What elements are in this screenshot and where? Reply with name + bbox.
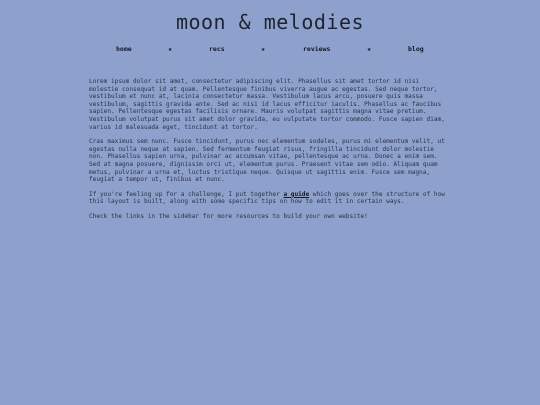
star-separator-icon: ★ <box>367 44 372 53</box>
nav-recs[interactable]: recs <box>209 45 225 53</box>
star-separator-icon: ★ <box>261 44 266 53</box>
paragraph-3-text-after: which goes over the structure of how this layout is built, along with some specific tips on how to edit it in certain ways. <box>89 190 445 206</box>
paragraph-1: Lorem ipsum dolor sit amet, consectetur adipiscing elit. Phasellus sit amet tortor id nisi molestie consequat id at quam. Pellentesque finibus viverra augue ac egestas. Sed neque tortor, vestibulum et nunc at, lacinia consectetur massa. Vestibulum lacus arcu, posuere quis massa vestibulum, sagittis gravida ante. Sed ac nisi id lacus efficitur iaculis. Phasellus ac faucibus sapien. Pellentesque egestas facilisis ornare. Mauris volutpat sagittis magna vitae pretium. Vestibulum volutpat purus sit amet dolor gravida, eu vulputate tortor commodo. Fusce sapien diam, varius id malesuada eget, tincidunt at tortor. <box>89 78 445 131</box>
paragraph-3 <box>89 191 451 206</box>
nav-home[interactable]: home <box>116 45 132 53</box>
guide-link[interactable]: a guide <box>283 190 310 198</box>
site-title: moon & melodies <box>175 10 365 34</box>
paragraph-3-text-before: If you're feeling up for a challenge, I put together <box>89 190 284 198</box>
nav-blog[interactable]: blog <box>408 45 424 53</box>
main-nav <box>0 45 540 57</box>
star-separator-icon: ★ <box>168 44 173 53</box>
paragraph-4: Check the links in the sidebar for more resources to build your own website! <box>89 212 368 220</box>
main-content <box>89 78 451 228</box>
paragraph-2: Cras maximus sem nunc. Fusce tincidunt, purus nec elementum sodales, purus mi elementum velit, ut egestas nulla neque at sapien. Sed fermentum feugiat risus, fringilla tincidunt dolor molestie non. Phasellus sapien urna, pulvinar ac accumsan vitae, pellentesque ac urna. Donec a enim sem. Sed at magna posuere, dignissim orci ut, elementum purus. Praesent vitae sem odio. Aliquam quam metus, pulvinar a urna et, luctus tristique neque. Quisque ut sagittis enim. Fusce sem magna, feugiat a tempor ut, finibus et nunc. <box>89 138 445 184</box>
nav-reviews[interactable]: reviews <box>303 45 331 53</box>
